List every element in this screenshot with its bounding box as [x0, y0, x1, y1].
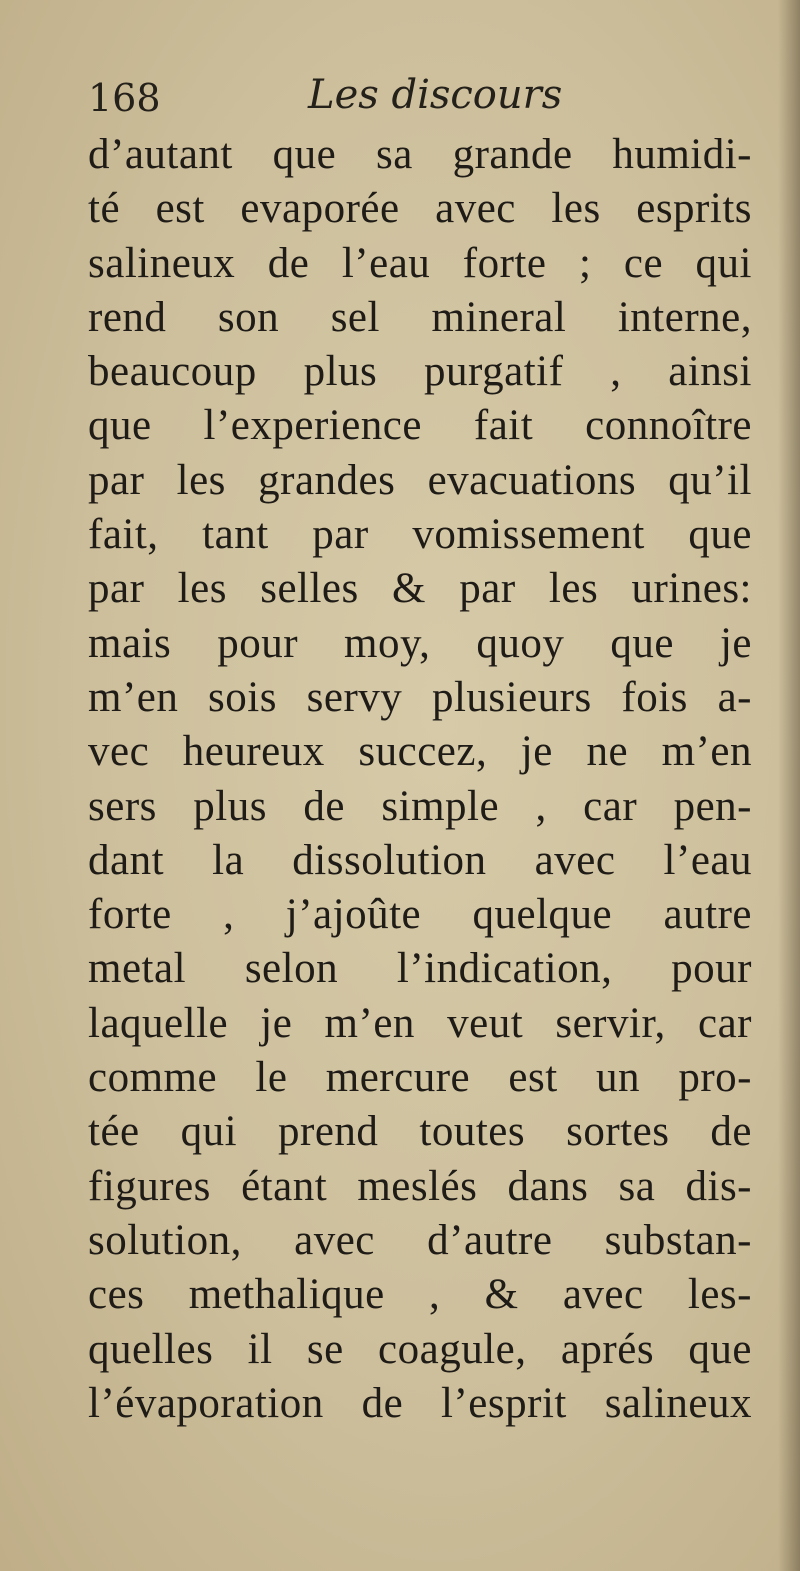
text-line: par les selles & par les urines: — [88, 565, 752, 613]
text-line: quelles il se coagule, aprés que — [88, 1325, 752, 1373]
text-line: dant la dissolution avec l’eau — [88, 836, 752, 884]
text-line: que l’experience fait connoître — [88, 402, 752, 450]
page-header — [88, 70, 748, 130]
text-line: ces methalique , & avec les- — [88, 1271, 752, 1319]
text-line: beaucoup plus purgatif , ainsi — [88, 348, 752, 396]
text-line: vec heureux succez, je ne m’en — [88, 728, 752, 776]
text-line: fait, tant par vomissement que — [88, 511, 752, 559]
text-line: par les grandes evacuations qu’il — [88, 456, 752, 504]
text-line: l’évaporation de l’esprit salineux — [88, 1379, 752, 1427]
text-line: sers plus de simple , car pen- — [88, 782, 752, 830]
text-line: solution, avec d’autre substan- — [88, 1216, 752, 1264]
text-line: tée qui prend toutes sortes de — [88, 1108, 752, 1156]
running-title: Les discours — [308, 72, 563, 118]
text-line: comme le mercure est un pro- — [88, 1054, 752, 1102]
text-line: rend son sel mineral interne, — [88, 293, 752, 341]
text-line: m’en sois servy plusieurs fois a- — [88, 673, 752, 721]
text-line: mais pour moy, quoy que je — [88, 619, 752, 667]
page-edge-shadow — [778, 0, 800, 1571]
body-text — [88, 128, 752, 1431]
text-line: metal selon l’indication, pour — [88, 945, 752, 993]
text-line: salineux de l’eau forte ; ce qui — [88, 239, 752, 287]
text-line: té est evaporée avec les esprits — [88, 185, 752, 233]
text-line: figures étant meslés dans sa dis- — [88, 1162, 752, 1210]
page-number: 168 — [88, 76, 161, 120]
show-through-ghost-text — [225, 1488, 345, 1528]
text-line: d’autant que sa grande humidi- — [88, 131, 752, 178]
text-line: laquelle je m’en veut servir, car — [88, 999, 752, 1047]
text-line: forte , j’ajoûte quelque autre — [88, 891, 752, 939]
